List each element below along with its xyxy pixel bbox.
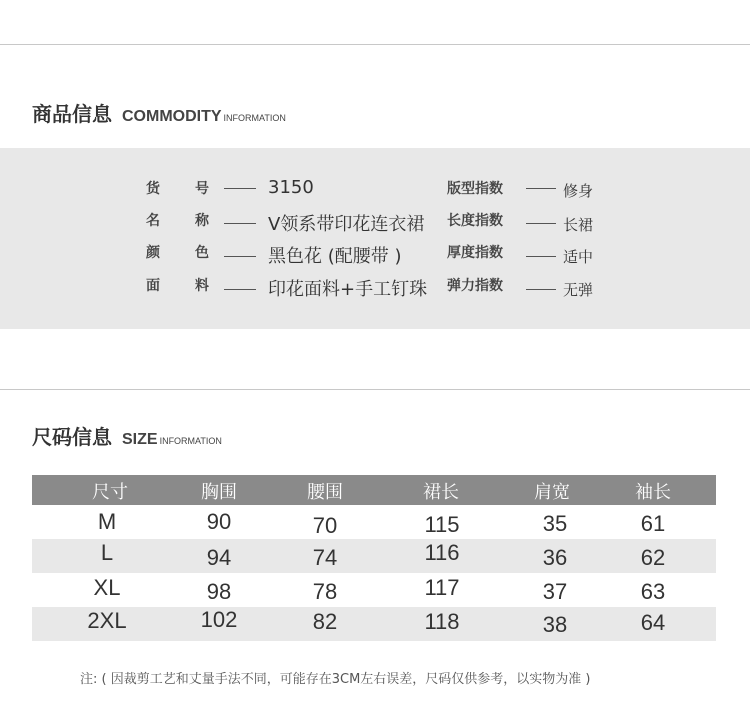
info-label-char-2: 号 [195,181,209,197]
table-row [32,539,716,573]
header-cell-shoulder: 肩宽 [534,482,570,503]
index-label: 弹力指数 [447,278,503,294]
table-cell: 63 [640,579,666,604]
table-cell: 90 [206,509,232,534]
table-cell: 98 [206,579,232,604]
table-cell: L [100,540,114,565]
index-dash [526,188,556,189]
table-row [32,607,716,641]
table-cell: M [97,509,117,534]
table-row [32,505,716,539]
table-cell: 2XL [87,608,127,633]
table-cell: 117 [424,575,460,600]
info-value: V领系带印花连衣裙 [268,214,425,235]
size-disclaimer-note: 注: ( 因裁剪工艺和丈量手法不同，可能存在3CM左右误差，尺码仅供参考，以实物为准 ) [80,672,591,687]
index-value: 无弹 [563,281,594,299]
index-dash [526,256,556,257]
table-cell: 70 [312,513,338,538]
header-cell-waist: 腰围 [307,482,343,503]
info-label-char-2: 称 [195,213,209,229]
size-title-cn: 尺码信息 [32,425,112,449]
header-cell-sleeve: 袖长 [635,482,671,503]
info-value: 黑色花 (配腰带 ) [268,246,402,267]
header-cell-chest: 胸围 [201,482,237,503]
size-table [32,475,716,641]
middle-divider [0,389,750,390]
info-label-char-1: 颜 [146,245,160,261]
table-cell: 64 [640,610,666,635]
table-cell: 118 [424,609,460,634]
index-dash [526,223,556,224]
info-label-char-1: 名 [146,213,160,229]
commodity-title-en: COMMODITY [122,108,222,125]
size-title-en-small: INFORMATION [159,436,222,446]
index-label: 长度指数 [447,213,503,229]
table-cell: 115 [424,512,460,537]
header-cell-length: 裙长 [423,482,459,503]
table-cell: 36 [542,545,568,570]
table-cell: 38 [542,612,568,637]
header-cell-size: 尺寸 [92,482,128,503]
table-cell: 82 [312,609,338,634]
table-cell: 102 [200,607,238,632]
table-row [32,573,716,607]
info-dash [224,256,256,257]
info-label-char-1: 货 [146,181,160,197]
table-cell: 37 [542,579,568,604]
info-value: 印花面料+手工钉珠 [268,279,428,300]
table-cell: 78 [312,579,338,604]
index-dash [526,289,556,290]
top-divider [0,44,750,45]
commodity-info-panel [0,148,750,329]
info-label-char-2: 色 [195,245,209,261]
index-value: 修身 [563,182,594,200]
info-dash [224,188,256,189]
table-cell: 74 [312,545,338,570]
index-value: 适中 [563,248,594,266]
index-label: 厚度指数 [447,245,503,261]
index-label: 版型指数 [447,181,503,197]
index-value: 长裙 [563,216,594,234]
info-row-material [0,275,750,305]
info-value: 3150 [268,177,314,198]
table-cell: XL [93,575,121,600]
info-row-color [0,242,750,272]
table-cell: 62 [640,545,666,570]
info-label-char-1: 面 [146,278,160,294]
commodity-title-en-small: INFORMATION [223,113,286,123]
info-dash [224,289,256,290]
table-cell: 35 [542,511,568,536]
info-dash [224,223,256,224]
info-row-item-number [0,178,750,208]
table-cell: 61 [640,511,666,536]
size-section-title [32,421,222,450]
commodity-section-title [32,98,286,127]
table-cell: 94 [206,545,232,570]
info-row-name [0,210,750,240]
size-table-header [32,475,716,505]
size-title-en: SIZE [122,431,158,448]
table-cell: 116 [424,540,460,565]
commodity-title-cn: 商品信息 [32,102,112,126]
info-label-char-2: 料 [195,278,209,294]
